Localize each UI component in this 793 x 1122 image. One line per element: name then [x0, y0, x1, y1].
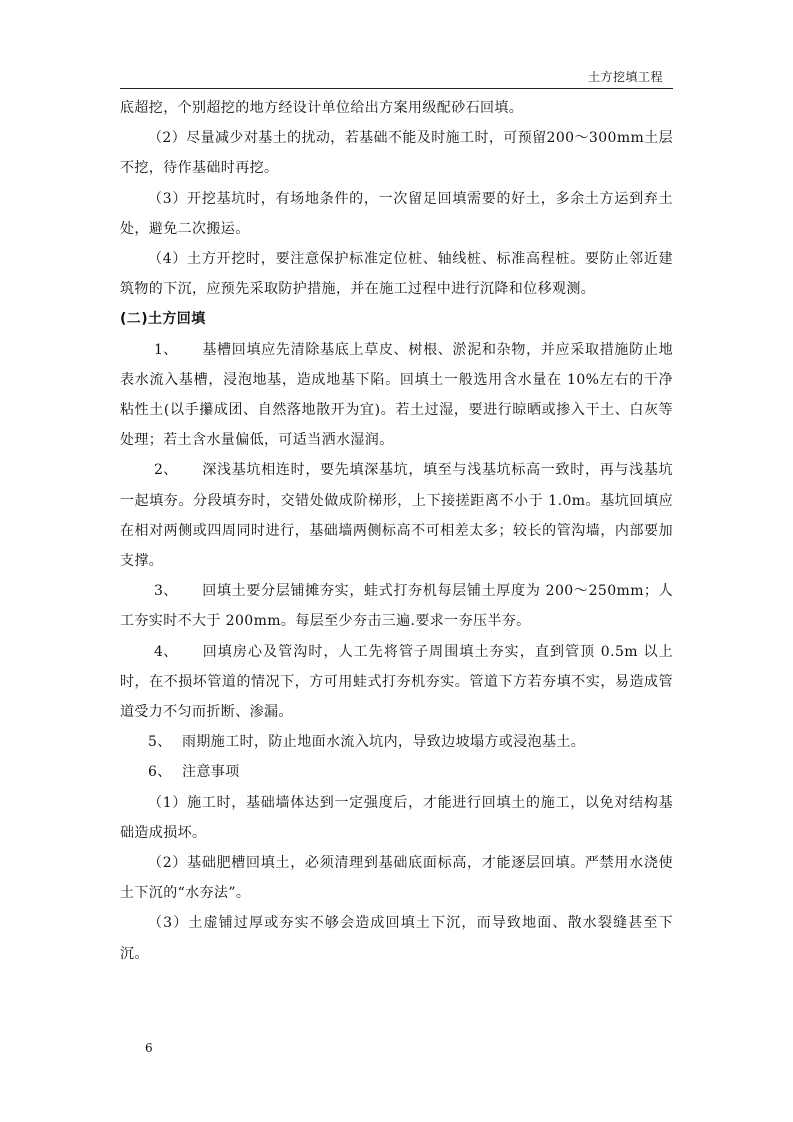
paragraph: （1）施工时，基础墙体达到一定强度后，才能进行回填土的施工，以免对结构基础造成损坏。 — [120, 794, 673, 841]
page-number: 6 — [145, 1041, 153, 1055]
item-number: 4、 — [154, 643, 178, 660]
numbered-paragraph: 6、 注意事项 — [120, 757, 673, 787]
numbered-paragraph: 4、 回填房心及管沟时，人工先将管子周围填土夯实，直到管顶 0.5m 以上时，在不损坏管道的情况下，方可用蛙式打夯机夯实。管道下方若夯填不实，易造成管道受力不匀而折断、渗漏。 — [120, 637, 673, 728]
item-number: 5、 — [148, 734, 172, 751]
numbered-paragraph: 3、 回填土要分层铺摊夯实，蛙式打夯机每层铺土厚度为 200～250mm；人工夯实时不大于 200mm。每层至少夯击三遍.要求一夯压半夯。 — [120, 576, 673, 636]
paragraph: （2）尽量减少对基土的扰动，若基础不能及时施工时，可预留200～300mm土层不挖，待作基础时再挖。 — [120, 130, 673, 177]
numbered-paragraph: 5、 雨期施工时，防止地面水流入坑内，导致边坡塌方或浸泡基土。 — [120, 727, 673, 757]
item-number: 2、 — [154, 462, 178, 479]
paragraph: （2）基础肥槽回填土，必须清理到基础底面标高，才能逐层回填。严禁用水浇使土下沉的“水夯法”。 — [120, 855, 673, 902]
paragraph: （3）开挖基坑时，有场地条件的，一次留足回填需要的好土，多余土方运到弃土处，避免二次搬运。 — [120, 190, 673, 237]
document-body — [120, 93, 673, 969]
item-number: 6、 — [148, 764, 172, 781]
header-title: 土方挖填工程 — [587, 70, 663, 84]
page-header — [120, 64, 673, 89]
paragraph: （3）土虚铺过厚或夯实不够会造成回填土下沉，而导致地面、散水裂缝甚至下沉。 — [120, 915, 673, 962]
paragraph: 底超挖，个别超挖的地方经设计单位给出方案用级配砂石回填。 — [120, 100, 524, 116]
section-heading: (二)土方回填 — [120, 311, 206, 328]
numbered-paragraph: 1、 基槽回填应先清除基底上草皮、树根、淤泥和杂物，并应采取措施防止地表水流入基槽，浸泡地基，造成地基下陷。回填土一般选用含水量在 10%左右的干净粘性土(以手攥成团、自然落地散开为宜)。若土过湿，要进行晾晒或掺入干土、白灰等处理；若土含水量偏低，可适当洒水湿润。 — [120, 335, 673, 456]
paragraph: （4）土方开挖时，要注意保护标准定位桩、轴线桩、标准高程桩。要防止邻近建筑物的下沉，应预先采取防护措施，并在施工过程中进行沉降和位移观测。 — [120, 251, 673, 298]
item-number: 1、 — [154, 341, 178, 358]
numbered-paragraph: 2、 深浅基坑相连时，要先填深基坑，填至与浅基坑标高一致时，再与浅基坑一起填夯。分段填夯时，交错处做成阶梯形，上下接搓距离不小于 1.0m。基坑回填应在相对两侧或四周同时进行，基础墙两侧标高不可相差太多；较长的管沟墙，内部要加支撑。 — [120, 455, 673, 576]
item-number: 3、 — [154, 583, 178, 600]
